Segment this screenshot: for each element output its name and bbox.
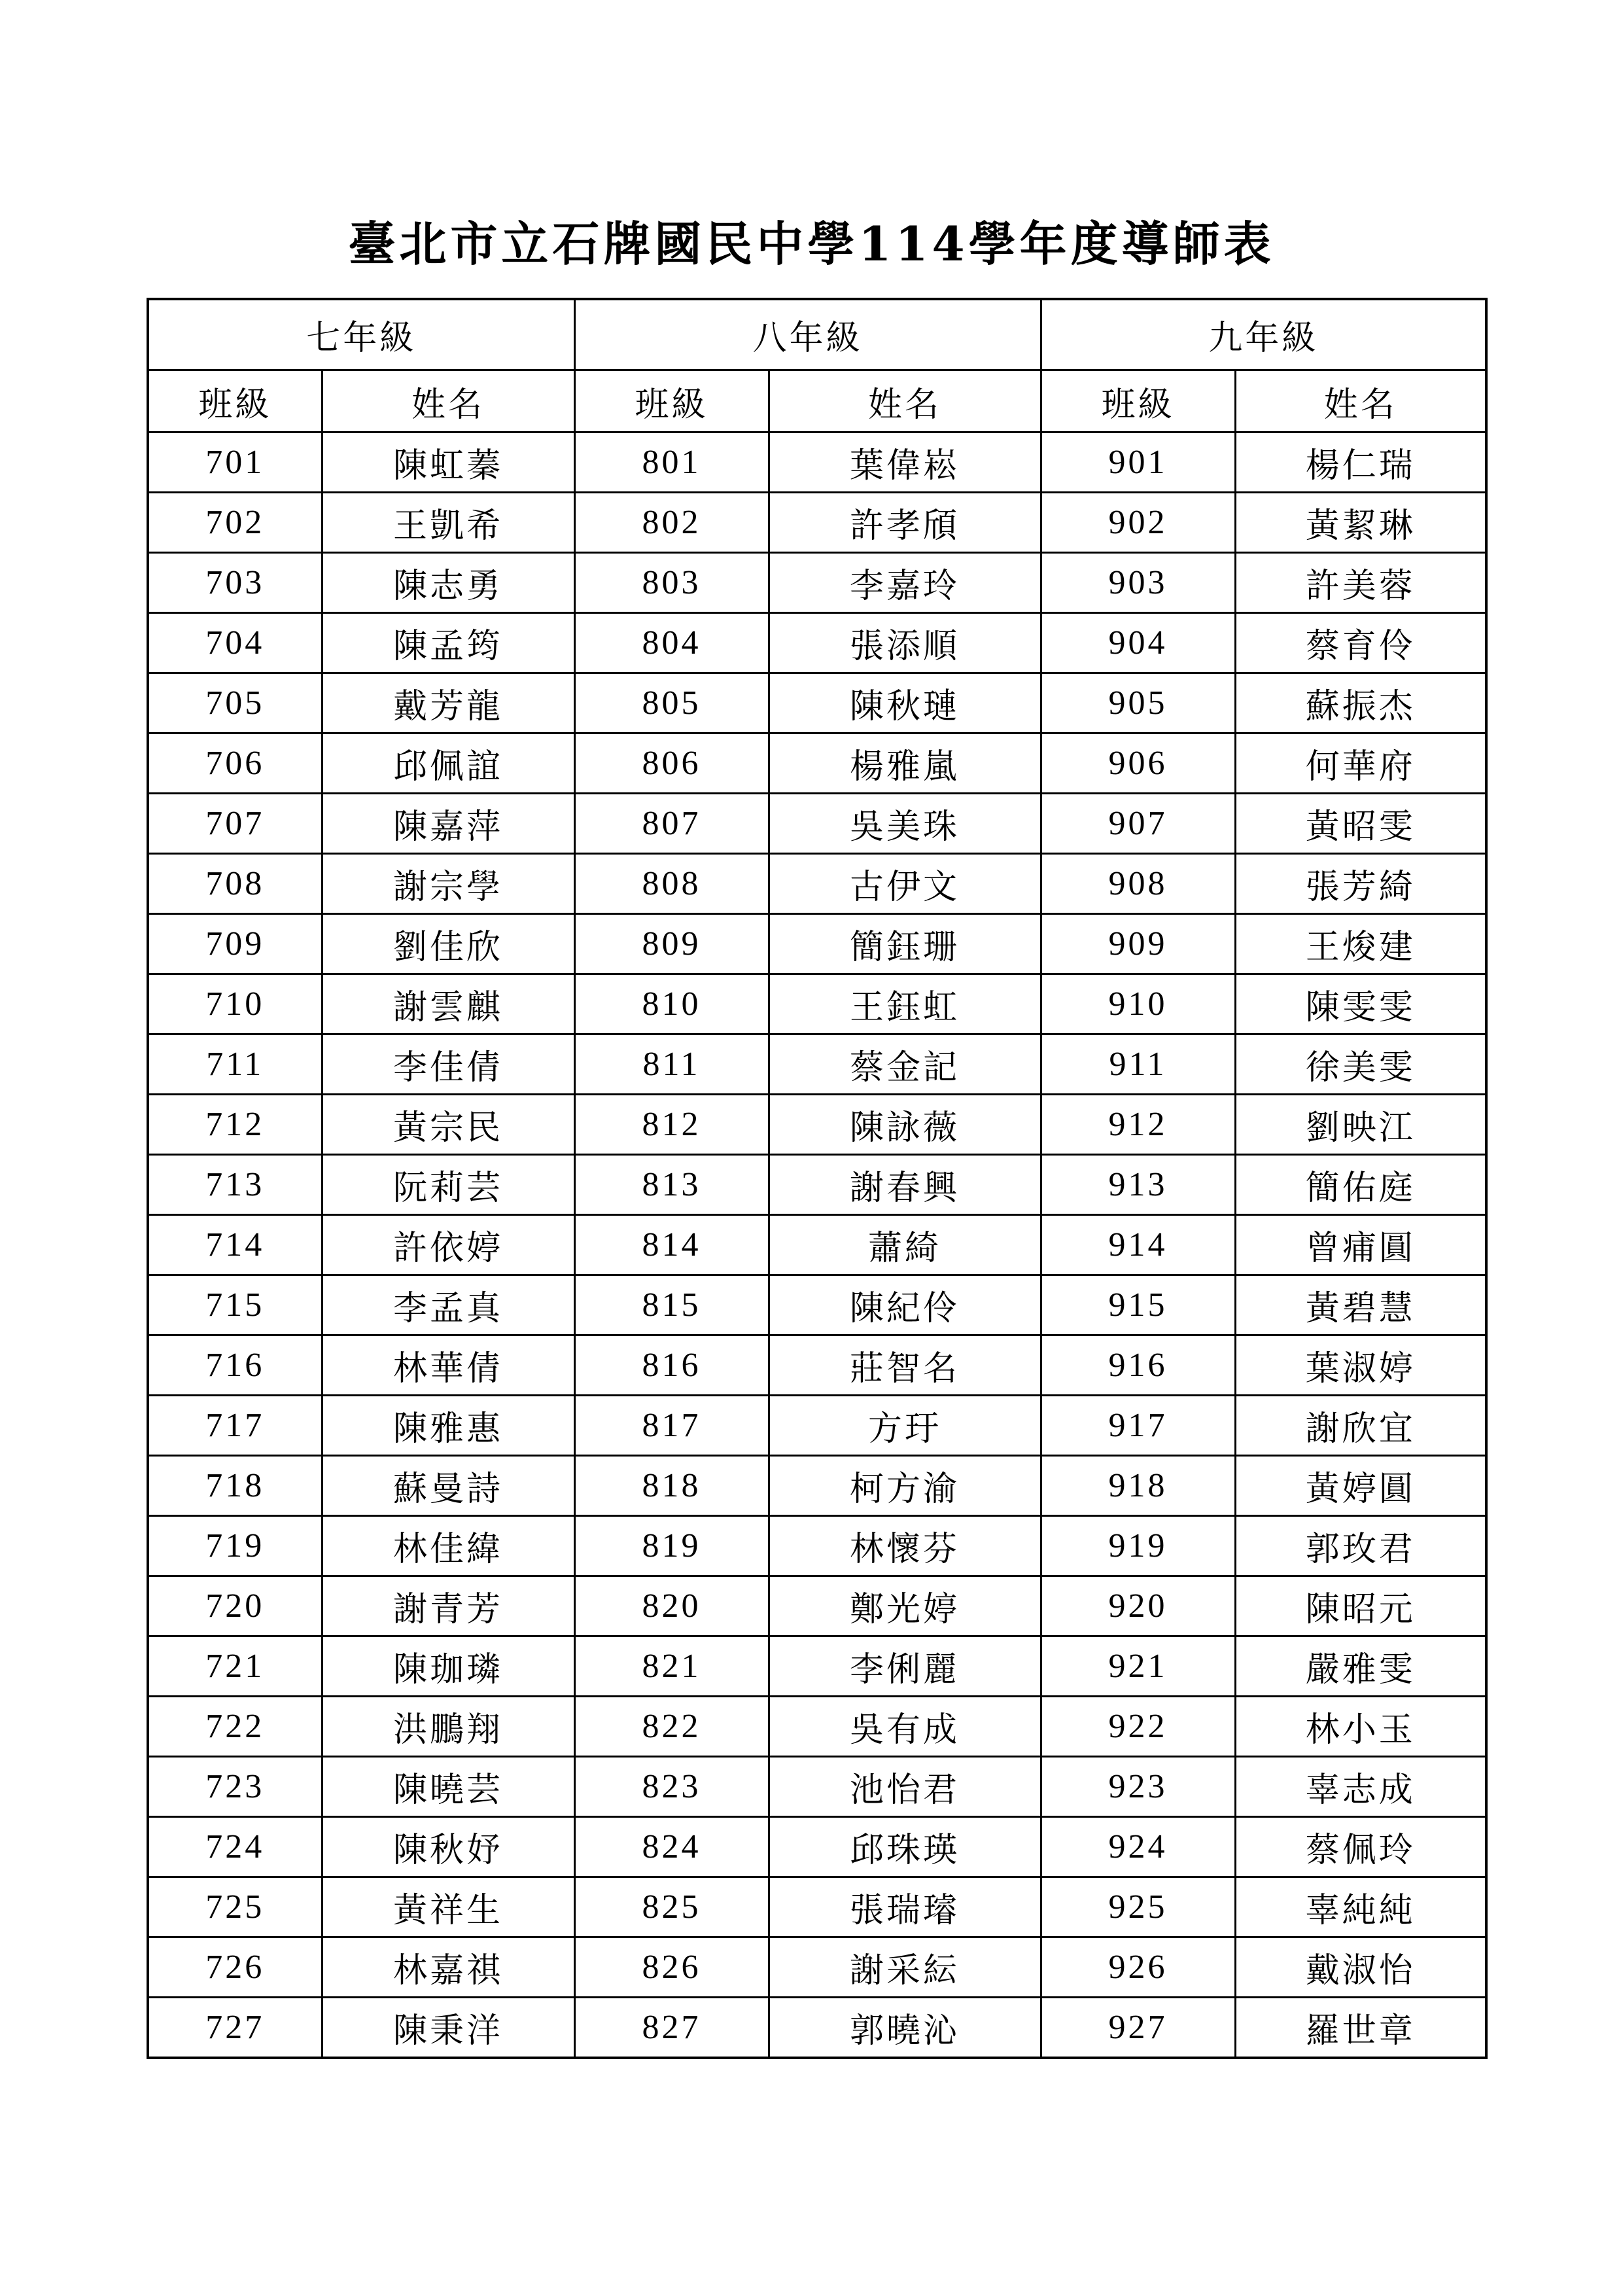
grade-8-class-cell: 826 <box>574 1937 769 1998</box>
grade-9-teacher-cell: 辜純純 <box>1235 1877 1486 1937</box>
grade-7-class-cell: 713 <box>148 1155 322 1215</box>
grade-8-class-cell: 820 <box>574 1576 769 1636</box>
table-row <box>148 1937 1486 1998</box>
grade-9-teacher-cell: 黃碧慧 <box>1235 1275 1486 1335</box>
grade-9-teacher-cell: 謝欣宜 <box>1235 1396 1486 1456</box>
grade-7-teacher-cell: 謝青芳 <box>322 1576 574 1636</box>
grade-7-teacher-cell: 陳珈璘 <box>322 1636 574 1697</box>
grade-9-class-cell: 925 <box>1041 1877 1235 1937</box>
grade-8-teacher-cell: 簡鈺珊 <box>769 914 1041 974</box>
table-row <box>148 733 1486 794</box>
grade-7-teacher-cell: 李佳倩 <box>322 1034 574 1095</box>
document-title: 臺北市立石牌國民中學114學年度導師表 <box>348 216 1275 272</box>
grade-8-teacher-cell: 謝采紜 <box>769 1937 1041 1998</box>
grade-7-class-cell: 715 <box>148 1275 322 1335</box>
grade-7-teacher-cell: 林華倩 <box>322 1335 574 1396</box>
grade-7-teacher-cell: 洪鵬翔 <box>322 1697 574 1757</box>
grade-9-teacher-cell: 蘇振杰 <box>1235 673 1486 733</box>
grade-9-teacher-cell: 許美蓉 <box>1235 553 1486 613</box>
grade-8-class-cell: 805 <box>574 673 769 733</box>
grade-7-teacher-cell: 許依婷 <box>322 1215 574 1275</box>
grade-9-teacher-cell: 蔡育伶 <box>1235 613 1486 673</box>
grade-8-teacher-cell: 謝春興 <box>769 1155 1041 1215</box>
grade-9-name-header: 姓名 <box>1235 370 1486 433</box>
grade-7-teacher-cell: 邱佩誼 <box>322 733 574 794</box>
grade-8-teacher-cell: 張添順 <box>769 613 1041 673</box>
grade-9-class-cell: 909 <box>1041 914 1235 974</box>
grade-8-teacher-cell: 方玗 <box>769 1396 1041 1456</box>
grade-8-class-cell: 822 <box>574 1697 769 1757</box>
grade-8-class-cell: 810 <box>574 974 769 1034</box>
grade-7-teacher-cell: 黃祥生 <box>322 1877 574 1937</box>
grade-9-class-cell: 905 <box>1041 673 1235 733</box>
grade-8-class-cell: 816 <box>574 1335 769 1396</box>
grade-7-header: 七年級 <box>148 299 574 370</box>
grade-8-class-cell: 807 <box>574 794 769 854</box>
grade-7-teacher-cell: 陳嘉萍 <box>322 794 574 854</box>
grade-9-teacher-cell: 辜志成 <box>1235 1757 1486 1817</box>
grade-7-class-header: 班級 <box>148 370 322 433</box>
grade-8-teacher-cell: 李俐麗 <box>769 1636 1041 1697</box>
grade-9-class-cell: 915 <box>1041 1275 1235 1335</box>
grade-8-class-cell: 825 <box>574 1877 769 1937</box>
grade-9-teacher-cell: 劉映江 <box>1235 1095 1486 1155</box>
grade-9-class-cell: 908 <box>1041 854 1235 914</box>
table-row <box>148 1034 1486 1095</box>
grade-9-teacher-cell: 何華府 <box>1235 733 1486 794</box>
column-header-row <box>148 370 1486 433</box>
table-row <box>148 1456 1486 1516</box>
grade-7-class-cell: 725 <box>148 1877 322 1937</box>
grade-8-teacher-cell: 林懷芬 <box>769 1516 1041 1576</box>
grade-7-teacher-cell: 王凱希 <box>322 493 574 553</box>
grade-9-class-cell: 919 <box>1041 1516 1235 1576</box>
grade-9-header: 九年級 <box>1041 299 1486 370</box>
grade-7-class-cell: 702 <box>148 493 322 553</box>
grade-9-teacher-cell: 陳雯雯 <box>1235 974 1486 1034</box>
grade-9-class-cell: 911 <box>1041 1034 1235 1095</box>
grade-7-class-cell: 714 <box>148 1215 322 1275</box>
grade-8-class-cell: 823 <box>574 1757 769 1817</box>
grade-8-teacher-cell: 莊智名 <box>769 1335 1041 1396</box>
grade-7-class-cell: 720 <box>148 1576 322 1636</box>
table-row <box>148 1275 1486 1335</box>
grade-9-class-cell: 921 <box>1041 1636 1235 1697</box>
grade-7-class-cell: 723 <box>148 1757 322 1817</box>
grade-7-teacher-cell: 阮莉芸 <box>322 1155 574 1215</box>
grade-8-class-cell: 802 <box>574 493 769 553</box>
grade-8-class-cell: 803 <box>574 553 769 613</box>
grade-7-class-cell: 711 <box>148 1034 322 1095</box>
grade-8-header: 八年級 <box>574 299 1041 370</box>
grade-8-class-cell: 819 <box>574 1516 769 1576</box>
grade-9-class-cell: 923 <box>1041 1757 1235 1817</box>
grade-8-teacher-cell: 許孝頎 <box>769 493 1041 553</box>
grade-9-class-cell: 904 <box>1041 613 1235 673</box>
table-row <box>148 1697 1486 1757</box>
grade-8-teacher-cell: 陳詠薇 <box>769 1095 1041 1155</box>
grade-7-teacher-cell: 劉佳欣 <box>322 914 574 974</box>
grade-7-class-cell: 709 <box>148 914 322 974</box>
grade-9-class-cell: 912 <box>1041 1095 1235 1155</box>
table-row <box>148 1757 1486 1817</box>
grade-8-teacher-cell: 張瑞璿 <box>769 1877 1041 1937</box>
grade-7-teacher-cell: 陳孟筠 <box>322 613 574 673</box>
grade-7-class-cell: 727 <box>148 1998 322 2058</box>
grade-7-teacher-cell: 陳秋妤 <box>322 1817 574 1877</box>
grade-9-class-cell: 906 <box>1041 733 1235 794</box>
grade-9-teacher-cell: 黃婷圓 <box>1235 1456 1486 1516</box>
table-row <box>148 553 1486 613</box>
grade-9-class-cell: 918 <box>1041 1456 1235 1516</box>
grade-9-teacher-cell: 楊仁瑞 <box>1235 433 1486 493</box>
grade-8-class-cell: 818 <box>574 1456 769 1516</box>
grade-9-class-cell: 922 <box>1041 1697 1235 1757</box>
grade-7-name-header: 姓名 <box>322 370 574 433</box>
grade-8-class-cell: 808 <box>574 854 769 914</box>
grade-header-row <box>148 299 1486 370</box>
grade-9-teacher-cell: 王焌建 <box>1235 914 1486 974</box>
grade-9-class-cell: 907 <box>1041 794 1235 854</box>
table-row <box>148 854 1486 914</box>
grade-7-teacher-cell: 林佳緯 <box>322 1516 574 1576</box>
grade-8-name-header: 姓名 <box>769 370 1041 433</box>
grade-7-teacher-cell: 陳志勇 <box>322 553 574 613</box>
grade-7-class-cell: 706 <box>148 733 322 794</box>
grade-7-class-cell: 721 <box>148 1636 322 1697</box>
table-row <box>148 914 1486 974</box>
grade-7-class-cell: 708 <box>148 854 322 914</box>
grade-7-teacher-cell: 陳秉洋 <box>322 1998 574 2058</box>
grade-9-teacher-cell: 簡佑庭 <box>1235 1155 1486 1215</box>
grade-9-teacher-cell: 葉淑婷 <box>1235 1335 1486 1396</box>
grade-8-class-cell: 817 <box>574 1396 769 1456</box>
grade-7-class-cell: 704 <box>148 613 322 673</box>
table-row <box>148 1155 1486 1215</box>
table-row <box>148 1396 1486 1456</box>
table-row <box>148 493 1486 553</box>
grade-8-class-cell: 815 <box>574 1275 769 1335</box>
grade-7-teacher-cell: 陳曉芸 <box>322 1757 574 1817</box>
grade-9-class-header: 班級 <box>1041 370 1235 433</box>
grade-7-teacher-cell: 黃宗民 <box>322 1095 574 1155</box>
table-row <box>148 1095 1486 1155</box>
grade-7-class-cell: 724 <box>148 1817 322 1877</box>
table-row <box>148 1998 1486 2058</box>
grade-7-teacher-cell: 謝雲麒 <box>322 974 574 1034</box>
table-body <box>148 299 1486 2058</box>
grade-7-teacher-cell: 林嘉祺 <box>322 1937 574 1998</box>
grade-9-class-cell: 901 <box>1041 433 1235 493</box>
grade-8-class-cell: 821 <box>574 1636 769 1697</box>
table-row <box>148 433 1486 493</box>
grade-7-class-cell: 722 <box>148 1697 322 1757</box>
grade-8-teacher-cell: 蕭綺 <box>769 1215 1041 1275</box>
grade-8-class-cell: 806 <box>574 733 769 794</box>
grade-8-class-cell: 814 <box>574 1215 769 1275</box>
grade-8-teacher-cell: 陳紀伶 <box>769 1275 1041 1335</box>
grade-8-teacher-cell: 邱珠瑛 <box>769 1817 1041 1877</box>
grade-7-teacher-cell: 謝宗學 <box>322 854 574 914</box>
grade-9-class-cell: 902 <box>1041 493 1235 553</box>
grade-9-teacher-cell: 陳昭元 <box>1235 1576 1486 1636</box>
grade-7-class-cell: 703 <box>148 553 322 613</box>
grade-7-class-cell: 718 <box>148 1456 322 1516</box>
grade-8-teacher-cell: 王鈺虹 <box>769 974 1041 1034</box>
grade-8-class-cell: 824 <box>574 1817 769 1877</box>
grade-7-class-cell: 707 <box>148 794 322 854</box>
table-row <box>148 1215 1486 1275</box>
grade-9-class-cell: 903 <box>1041 553 1235 613</box>
grade-8-teacher-cell: 蔡金記 <box>769 1034 1041 1095</box>
grade-8-class-cell: 827 <box>574 1998 769 2058</box>
grade-7-class-cell: 705 <box>148 673 322 733</box>
grade-7-teacher-cell: 陳虹蓁 <box>322 433 574 493</box>
grade-9-teacher-cell: 林小玉 <box>1235 1697 1486 1757</box>
grade-9-teacher-cell: 黃絜琳 <box>1235 493 1486 553</box>
grade-7-class-cell: 726 <box>148 1937 322 1998</box>
grade-9-class-cell: 913 <box>1041 1155 1235 1215</box>
table-row <box>148 1877 1486 1937</box>
grade-9-class-cell: 910 <box>1041 974 1235 1034</box>
grade-8-teacher-cell: 古伊文 <box>769 854 1041 914</box>
grade-8-teacher-cell: 鄭光婷 <box>769 1576 1041 1636</box>
grade-8-teacher-cell: 楊雅嵐 <box>769 733 1041 794</box>
grade-8-class-cell: 804 <box>574 613 769 673</box>
homeroom-teacher-table <box>147 298 1488 2059</box>
table-row <box>148 613 1486 673</box>
table-row <box>148 1817 1486 1877</box>
table-row <box>148 974 1486 1034</box>
grade-9-teacher-cell: 羅世章 <box>1235 1998 1486 2058</box>
grade-8-teacher-cell: 葉偉崧 <box>769 433 1041 493</box>
grade-8-class-cell: 812 <box>574 1095 769 1155</box>
grade-8-teacher-cell: 池怡君 <box>769 1757 1041 1817</box>
grade-7-class-cell: 716 <box>148 1335 322 1396</box>
grade-8-class-cell: 813 <box>574 1155 769 1215</box>
grade-8-class-cell: 811 <box>574 1034 769 1095</box>
grade-8-teacher-cell: 李嘉玲 <box>769 553 1041 613</box>
grade-9-teacher-cell: 郭玫君 <box>1235 1516 1486 1576</box>
grade-8-class-header: 班級 <box>574 370 769 433</box>
grade-9-teacher-cell: 嚴雅雯 <box>1235 1636 1486 1697</box>
table-row <box>148 1516 1486 1576</box>
grade-8-class-cell: 809 <box>574 914 769 974</box>
grade-9-teacher-cell: 曾痡圓 <box>1235 1215 1486 1275</box>
grade-9-class-cell: 924 <box>1041 1817 1235 1877</box>
grade-9-class-cell: 920 <box>1041 1576 1235 1636</box>
table-row <box>148 1576 1486 1636</box>
grade-8-teacher-cell: 吳美珠 <box>769 794 1041 854</box>
grade-8-teacher-cell: 柯方渝 <box>769 1456 1041 1516</box>
grade-9-class-cell: 927 <box>1041 1998 1235 2058</box>
grade-9-class-cell: 926 <box>1041 1937 1235 1998</box>
grade-9-teacher-cell: 戴淑怡 <box>1235 1937 1486 1998</box>
grade-9-teacher-cell: 張芳綺 <box>1235 854 1486 914</box>
grade-8-teacher-cell: 郭曉沁 <box>769 1998 1041 2058</box>
grade-9-class-cell: 917 <box>1041 1396 1235 1456</box>
grade-7-teacher-cell: 蘇曼詩 <box>322 1456 574 1516</box>
grade-7-class-cell: 719 <box>148 1516 322 1576</box>
grade-7-class-cell: 712 <box>148 1095 322 1155</box>
table-row <box>148 1335 1486 1396</box>
grade-7-teacher-cell: 陳雅惠 <box>322 1396 574 1456</box>
grade-8-teacher-cell: 陳秋璉 <box>769 673 1041 733</box>
grade-9-class-cell: 914 <box>1041 1215 1235 1275</box>
table-row <box>148 1636 1486 1697</box>
grade-8-class-cell: 801 <box>574 433 769 493</box>
grade-9-teacher-cell: 徐美雯 <box>1235 1034 1486 1095</box>
grade-9-class-cell: 916 <box>1041 1335 1235 1396</box>
grade-9-teacher-cell: 黃昭雯 <box>1235 794 1486 854</box>
grade-7-class-cell: 710 <box>148 974 322 1034</box>
table-row <box>148 794 1486 854</box>
table-row <box>148 673 1486 733</box>
grade-7-teacher-cell: 李孟真 <box>322 1275 574 1335</box>
grade-7-teacher-cell: 戴芳龍 <box>322 673 574 733</box>
grade-8-teacher-cell: 吳有成 <box>769 1697 1041 1757</box>
grade-9-teacher-cell: 蔡佩玲 <box>1235 1817 1486 1877</box>
grade-7-class-cell: 717 <box>148 1396 322 1456</box>
grade-7-class-cell: 701 <box>148 433 322 493</box>
